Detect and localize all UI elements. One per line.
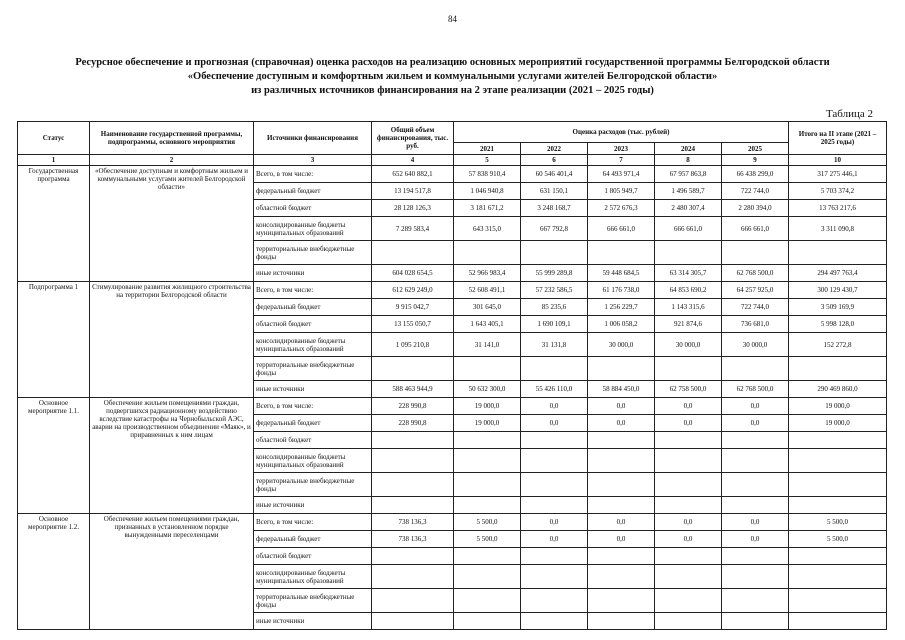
value-cell <box>521 565 588 589</box>
source-cell: иные источники <box>254 613 372 630</box>
value-cell: 667 792,8 <box>521 217 588 241</box>
header-estimate: Оценка расходов (тыс. рублей) <box>454 122 789 143</box>
value-cell: 85 235,6 <box>521 299 588 316</box>
value-cell: 738 136,3 <box>372 514 454 531</box>
source-cell: консолидированные бюджеты муниципальных образований <box>254 333 372 357</box>
index-cell: 9 <box>722 155 789 166</box>
value-cell: 1 496 589,7 <box>655 183 722 200</box>
value-cell: 63 314 305,7 <box>655 265 722 282</box>
header-year: 2021 <box>454 143 521 155</box>
value-cell: 1 143 315,6 <box>655 299 722 316</box>
value-cell <box>655 548 722 565</box>
header-total: Общий объем финансирования, тыс. руб. <box>372 122 454 155</box>
value-cell <box>722 449 789 473</box>
value-cell: 722 744,0 <box>722 183 789 200</box>
value-cell: 1 643 405,1 <box>454 316 521 333</box>
source-cell: территориальные внебюджетные фонды <box>254 589 372 613</box>
value-cell <box>454 357 521 381</box>
source-cell: консолидированные бюджеты муниципальных образований <box>254 217 372 241</box>
value-cell <box>454 432 521 449</box>
value-cell <box>722 565 789 589</box>
value-cell <box>722 497 789 514</box>
value-cell: 3 248 168,7 <box>521 200 588 217</box>
index-cell: 2 <box>90 155 254 166</box>
value-cell <box>588 449 655 473</box>
title-line-1: Ресурсное обеспечение и прогнозная (справочная) оценка расходов на реализацию основных мероприятий государственной программы Белгородской области <box>75 57 830 68</box>
value-cell <box>372 473 454 497</box>
header-status: Статус <box>18 122 90 155</box>
value-cell: 5 703 374,2 <box>789 183 887 200</box>
value-cell: 28 128 126,3 <box>372 200 454 217</box>
value-cell: 3 181 671,2 <box>454 200 521 217</box>
value-cell: 13 763 217,6 <box>789 200 887 217</box>
value-cell <box>789 473 887 497</box>
source-cell: Всего, в том числе: <box>254 398 372 415</box>
value-cell: 1 006 058,2 <box>588 316 655 333</box>
source-cell: федеральный бюджет <box>254 531 372 548</box>
source-cell: территориальные внебюджетные фонды <box>254 241 372 265</box>
value-cell: 0,0 <box>588 415 655 432</box>
value-cell <box>454 241 521 265</box>
value-cell: 294 497 763,4 <box>789 265 887 282</box>
value-cell: 722 744,0 <box>722 299 789 316</box>
value-cell: 0,0 <box>655 398 722 415</box>
table-label: Таблица 2 <box>825 108 873 120</box>
value-cell <box>521 613 588 630</box>
header-stage-total: Итого на II этапе (2021 – 2025 годы) <box>789 122 887 155</box>
value-cell: 55 999 289,8 <box>521 265 588 282</box>
source-cell: федеральный бюджет <box>254 299 372 316</box>
value-cell <box>588 497 655 514</box>
table-row <box>18 166 887 183</box>
value-cell <box>789 432 887 449</box>
source-cell: Всего, в том числе: <box>254 282 372 299</box>
value-cell <box>789 589 887 613</box>
value-cell: 1 805 949,7 <box>588 183 655 200</box>
value-cell: 0,0 <box>588 398 655 415</box>
value-cell: 64 493 971,4 <box>588 166 655 183</box>
source-cell: иные источники <box>254 497 372 514</box>
index-cell: 10 <box>789 155 887 166</box>
source-cell: территориальные внебюджетные фонды <box>254 473 372 497</box>
title-line-3: из различных источников финансирования на 2 этапе реализации (2021 – 2025 годы) <box>251 85 654 96</box>
index-cell: 5 <box>454 155 521 166</box>
value-cell <box>454 613 521 630</box>
value-cell: 5 998 128,0 <box>789 316 887 333</box>
value-cell: 31 141,0 <box>454 333 521 357</box>
value-cell: 652 640 882,1 <box>372 166 454 183</box>
value-cell: 52 608 491,1 <box>454 282 521 299</box>
value-cell: 66 438 299,0 <box>722 166 789 183</box>
value-cell: 0,0 <box>722 514 789 531</box>
value-cell: 30 000,0 <box>655 333 722 357</box>
index-cell: 1 <box>18 155 90 166</box>
value-cell: 1 690 109,1 <box>521 316 588 333</box>
value-cell <box>372 241 454 265</box>
header-year: 2024 <box>655 143 722 155</box>
value-cell <box>789 357 887 381</box>
value-cell: 738 136,3 <box>372 531 454 548</box>
value-cell: 52 966 983,4 <box>454 265 521 282</box>
value-cell: 3 311 090,8 <box>789 217 887 241</box>
value-cell: 57 838 910,4 <box>454 166 521 183</box>
value-cell: 62 758 500,0 <box>655 381 722 398</box>
value-cell: 0,0 <box>521 415 588 432</box>
value-cell: 62 768 500,0 <box>722 381 789 398</box>
value-cell <box>789 241 887 265</box>
value-cell: 0,0 <box>722 415 789 432</box>
value-cell <box>722 241 789 265</box>
value-cell: 0,0 <box>521 398 588 415</box>
value-cell <box>588 357 655 381</box>
value-cell: 290 469 860,0 <box>789 381 887 398</box>
source-cell: федеральный бюджет <box>254 183 372 200</box>
value-cell: 643 315,0 <box>454 217 521 241</box>
source-cell: консолидированные бюджеты муниципальных образований <box>254 449 372 473</box>
value-cell: 631 150,1 <box>521 183 588 200</box>
value-cell <box>372 613 454 630</box>
value-cell: 2 572 676,3 <box>588 200 655 217</box>
value-cell: 228 990,8 <box>372 398 454 415</box>
value-cell: 2 480 307,4 <box>655 200 722 217</box>
value-cell: 1 256 229,7 <box>588 299 655 316</box>
value-cell: 604 028 654,5 <box>372 265 454 282</box>
value-cell <box>722 432 789 449</box>
source-cell: иные источники <box>254 265 372 282</box>
value-cell: 58 884 450,0 <box>588 381 655 398</box>
name-cell: «Обеспечение доступным и комфортным жильем и коммунальными услугами жителей Белгородской области» <box>90 166 254 282</box>
index-cell: 8 <box>655 155 722 166</box>
value-cell: 317 275 446,1 <box>789 166 887 183</box>
value-cell: 64 853 690,2 <box>655 282 722 299</box>
value-cell <box>454 497 521 514</box>
source-cell: областной бюджет <box>254 432 372 449</box>
value-cell <box>521 589 588 613</box>
header-name: Наименование государственной программы, подпрограммы, основного мероприятия <box>90 122 254 155</box>
value-cell <box>789 497 887 514</box>
value-cell: 152 272,8 <box>789 333 887 357</box>
value-cell <box>588 548 655 565</box>
value-cell: 5 500,0 <box>789 531 887 548</box>
value-cell: 0,0 <box>521 531 588 548</box>
name-cell: Обеспечение жильем помещениями граждан, подвергшихся радиационному воздействию вследствие катастрофы на Чернобыльской АЭС, аварии на производственном объединении «Маяк», и приравненных к ним лицам <box>90 398 254 514</box>
value-cell: 30 000,0 <box>588 333 655 357</box>
table-row <box>18 398 887 415</box>
value-cell: 7 289 583,4 <box>372 217 454 241</box>
value-cell <box>722 473 789 497</box>
value-cell <box>722 589 789 613</box>
resource-table <box>17 121 887 630</box>
value-cell <box>521 548 588 565</box>
value-cell <box>655 565 722 589</box>
value-cell: 19 000,0 <box>789 415 887 432</box>
value-cell <box>372 497 454 514</box>
value-cell: 13 155 050,7 <box>372 316 454 333</box>
status-cell: Основное мероприятие 1.2. <box>18 514 90 630</box>
source-cell: территориальные внебюджетные фонды <box>254 357 372 381</box>
status-cell: Подпрограмма 1 <box>18 282 90 398</box>
table-row <box>18 514 887 531</box>
status-cell: Государственная программа <box>18 166 90 282</box>
value-cell: 19 000,0 <box>454 415 521 432</box>
value-cell: 736 681,0 <box>722 316 789 333</box>
value-cell <box>789 449 887 473</box>
status-cell: Основное мероприятие 1.1. <box>18 398 90 514</box>
header-year: 2022 <box>521 143 588 155</box>
page-number: 84 <box>448 14 457 24</box>
source-cell: консолидированные бюджеты муниципальных образований <box>254 565 372 589</box>
value-cell: 5 500,0 <box>789 514 887 531</box>
value-cell: 2 280 394,0 <box>722 200 789 217</box>
header-year: 2023 <box>588 143 655 155</box>
value-cell: 64 257 925,0 <box>722 282 789 299</box>
source-cell: областной бюджет <box>254 548 372 565</box>
value-cell <box>521 497 588 514</box>
value-cell <box>372 432 454 449</box>
value-cell: 3 509 169,9 <box>789 299 887 316</box>
value-cell <box>454 565 521 589</box>
source-cell: областной бюджет <box>254 200 372 217</box>
value-cell <box>521 432 588 449</box>
value-cell: 30 000,0 <box>722 333 789 357</box>
value-cell <box>655 432 722 449</box>
index-cell: 4 <box>372 155 454 166</box>
value-cell: 60 546 401,4 <box>521 166 588 183</box>
index-cell: 3 <box>254 155 372 166</box>
value-cell <box>588 432 655 449</box>
value-cell <box>454 473 521 497</box>
source-cell: федеральный бюджет <box>254 415 372 432</box>
value-cell <box>655 613 722 630</box>
value-cell: 666 661,0 <box>588 217 655 241</box>
value-cell: 13 194 517,8 <box>372 183 454 200</box>
header-year: 2025 <box>722 143 789 155</box>
source-cell: областной бюджет <box>254 316 372 333</box>
value-cell: 57 232 586,5 <box>521 282 588 299</box>
value-cell <box>789 548 887 565</box>
value-cell: 228 990,8 <box>372 415 454 432</box>
document-title <box>20 56 885 98</box>
value-cell: 31 131,8 <box>521 333 588 357</box>
value-cell: 0,0 <box>655 415 722 432</box>
table-body <box>18 166 887 630</box>
value-cell: 19 000,0 <box>789 398 887 415</box>
value-cell: 5 500,0 <box>454 514 521 531</box>
value-cell: 59 448 684,5 <box>588 265 655 282</box>
value-cell: 0,0 <box>722 398 789 415</box>
value-cell <box>588 589 655 613</box>
title-line-2: «Обеспечение доступным и комфортным жильем и коммунальными услугами жителей Белгородской области» <box>187 71 718 82</box>
value-cell: 62 768 500,0 <box>722 265 789 282</box>
value-cell: 9 915 042,7 <box>372 299 454 316</box>
value-cell: 301 645,0 <box>454 299 521 316</box>
index-cell: 7 <box>588 155 655 166</box>
value-cell <box>521 241 588 265</box>
value-cell: 921 874,6 <box>655 316 722 333</box>
value-cell: 1 095 210,8 <box>372 333 454 357</box>
value-cell <box>372 589 454 613</box>
value-cell <box>655 357 722 381</box>
value-cell <box>454 449 521 473</box>
value-cell <box>521 473 588 497</box>
value-cell: 0,0 <box>521 514 588 531</box>
value-cell <box>655 449 722 473</box>
value-cell <box>372 357 454 381</box>
source-cell: Всего, в том числе: <box>254 166 372 183</box>
source-cell: иные источники <box>254 381 372 398</box>
header-sources: Источники финансирования <box>254 122 372 155</box>
value-cell <box>588 473 655 497</box>
value-cell: 55 426 110,0 <box>521 381 588 398</box>
value-cell <box>454 548 521 565</box>
value-cell: 67 957 863,8 <box>655 166 722 183</box>
value-cell <box>521 357 588 381</box>
value-cell: 5 500,0 <box>454 531 521 548</box>
value-cell: 61 176 738,0 <box>588 282 655 299</box>
value-cell: 666 661,0 <box>655 217 722 241</box>
name-cell: Стимулирование развития жилищного строительства на территории Белгородской области <box>90 282 254 398</box>
value-cell <box>655 497 722 514</box>
value-cell <box>372 565 454 589</box>
table-row <box>18 282 887 299</box>
value-cell <box>521 449 588 473</box>
value-cell: 300 129 430,7 <box>789 282 887 299</box>
value-cell: 0,0 <box>655 531 722 548</box>
value-cell <box>722 548 789 565</box>
value-cell <box>722 357 789 381</box>
name-cell: Обеспечение жильем помещениями граждан, признанных в установленном порядке вынужденными переселенцами <box>90 514 254 630</box>
value-cell <box>588 565 655 589</box>
value-cell: 0,0 <box>722 531 789 548</box>
value-cell: 666 661,0 <box>722 217 789 241</box>
value-cell <box>789 565 887 589</box>
value-cell <box>588 241 655 265</box>
value-cell <box>372 548 454 565</box>
index-cell: 6 <box>521 155 588 166</box>
value-cell <box>588 613 655 630</box>
value-cell <box>789 613 887 630</box>
value-cell <box>722 613 789 630</box>
value-cell: 0,0 <box>655 514 722 531</box>
value-cell: 0,0 <box>588 514 655 531</box>
value-cell <box>454 589 521 613</box>
value-cell <box>655 241 722 265</box>
value-cell <box>655 473 722 497</box>
value-cell: 0,0 <box>588 531 655 548</box>
value-cell: 588 463 944,9 <box>372 381 454 398</box>
value-cell: 612 629 249,0 <box>372 282 454 299</box>
value-cell: 19 000,0 <box>454 398 521 415</box>
value-cell: 50 632 300,0 <box>454 381 521 398</box>
value-cell <box>655 589 722 613</box>
value-cell <box>372 449 454 473</box>
value-cell: 1 046 940,8 <box>454 183 521 200</box>
source-cell: Всего, в том числе: <box>254 514 372 531</box>
